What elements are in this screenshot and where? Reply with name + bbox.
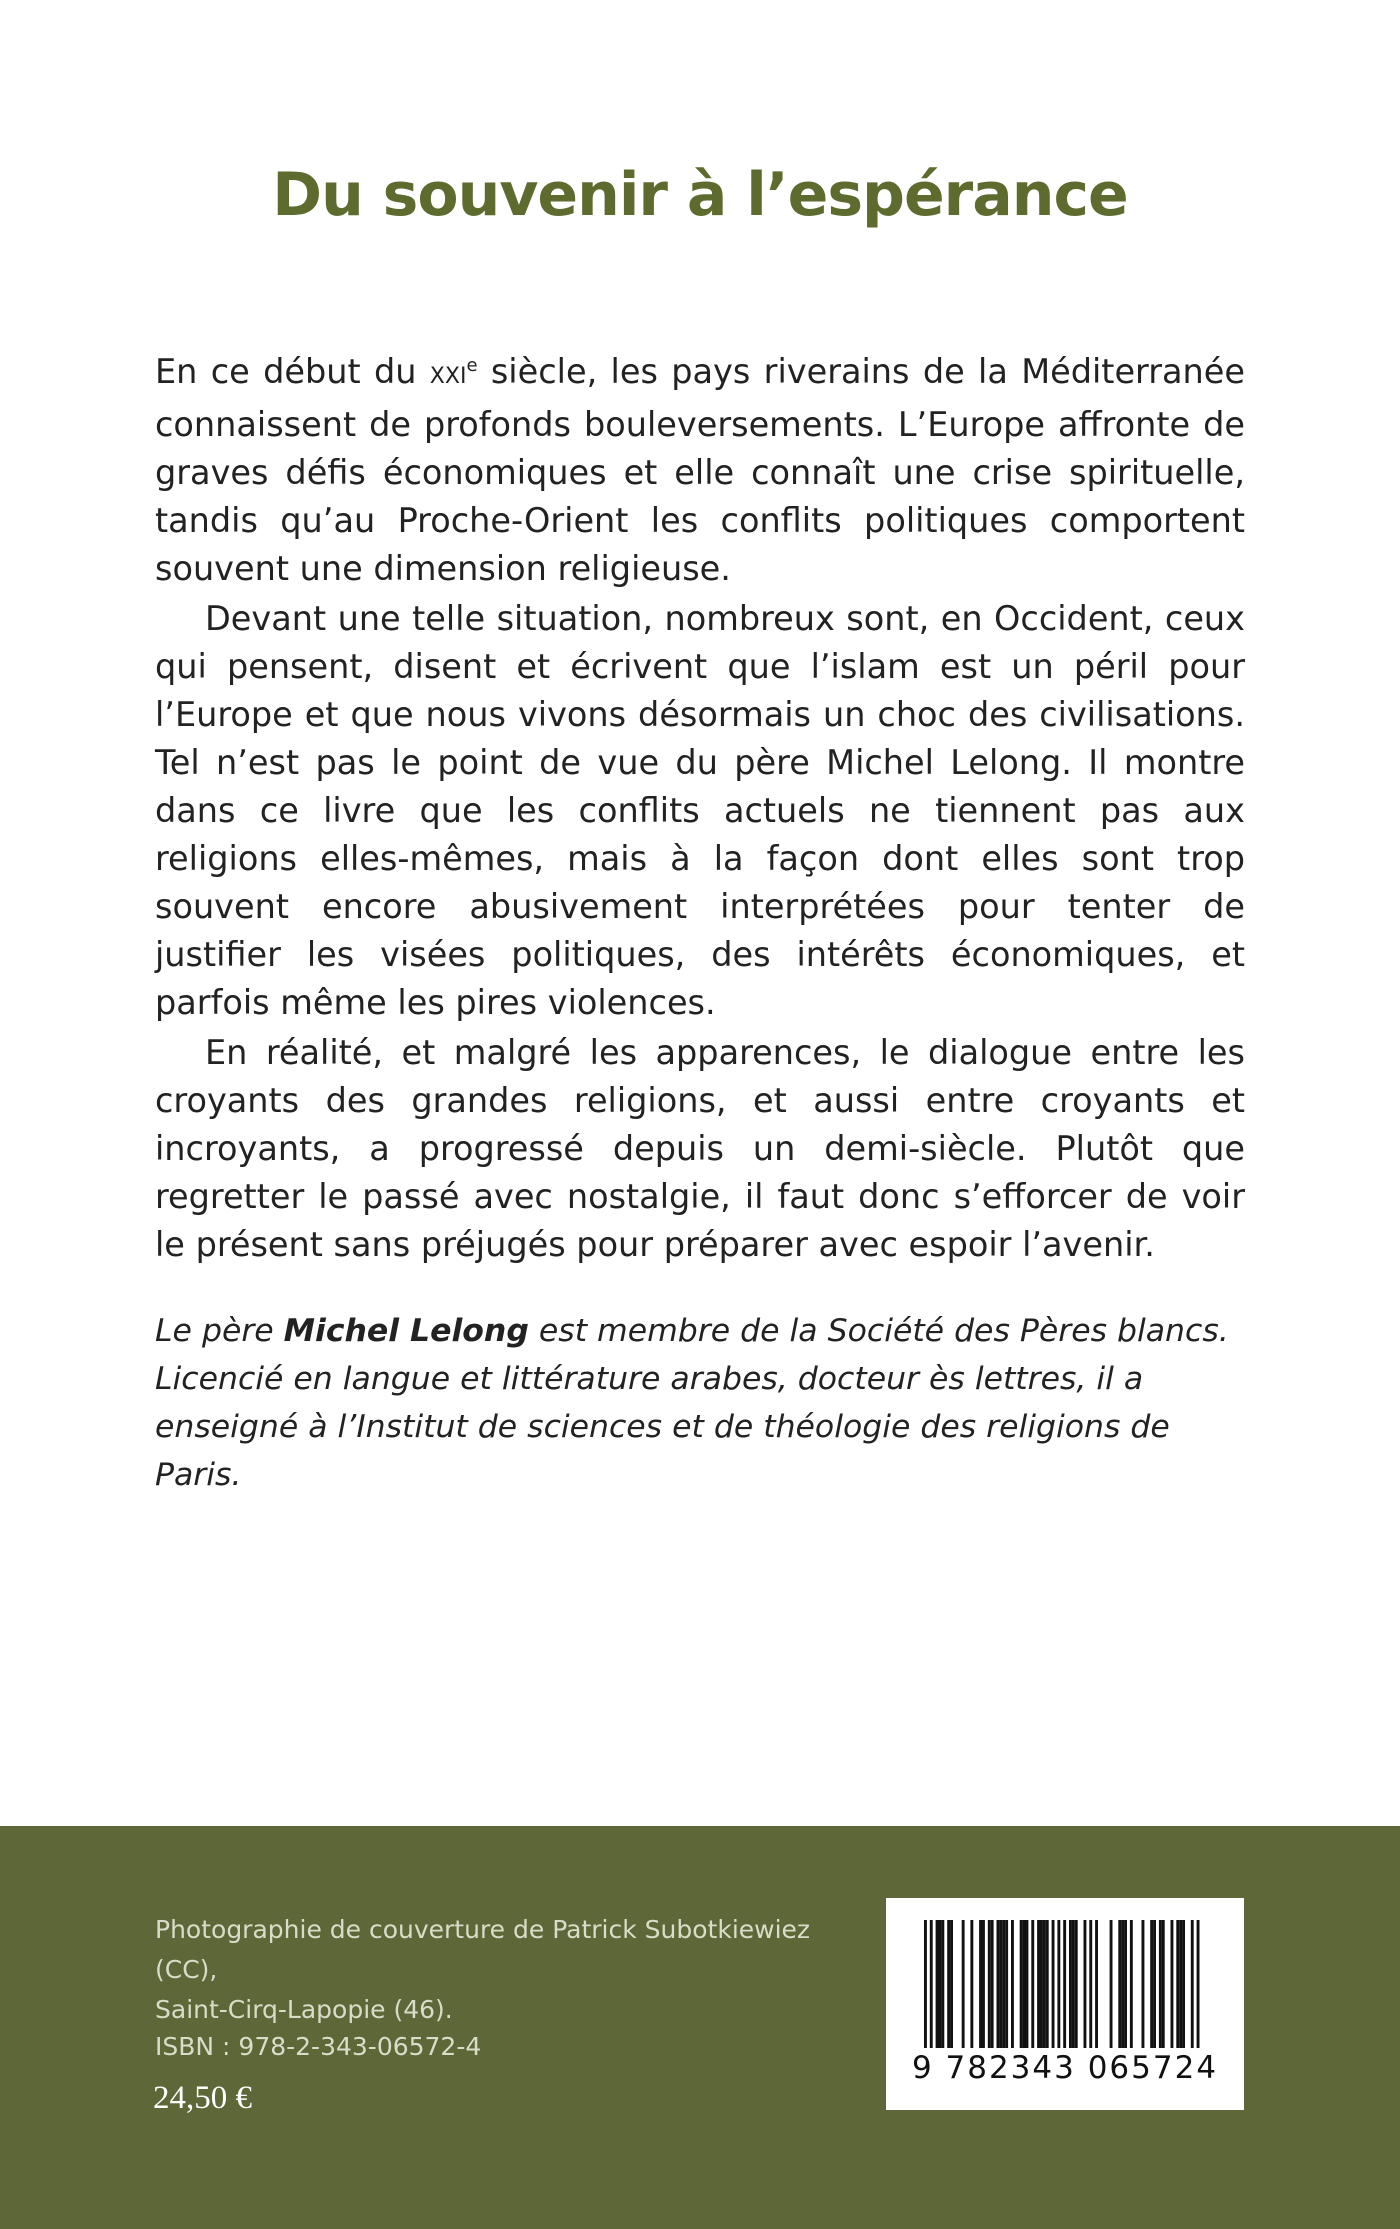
barcode-bar — [936, 1920, 939, 2048]
barcode-bar — [950, 1920, 953, 2048]
barcode-bar — [962, 1920, 965, 2048]
barcode-bar — [1084, 1920, 1087, 2048]
barcode-bar — [979, 1920, 982, 2048]
barcode-bar — [1069, 1920, 1072, 2048]
price-text: 24,50 € — [153, 2080, 252, 2116]
barcode-bar — [1020, 1920, 1023, 2048]
barcode-bar — [1057, 1920, 1060, 2048]
barcode-bar — [1159, 1920, 1162, 2048]
barcode-bar — [1142, 1920, 1145, 2048]
barcode-bar — [982, 1920, 985, 2048]
barcode-bar — [1040, 1920, 1043, 2048]
barcode-bar — [999, 1920, 1002, 2048]
barcode-bar — [1072, 1920, 1075, 2048]
blurb-paragraph-2: Devant une telle situation, nombreux sont, en Occident, ceux qui pensent, disent et écrivent que l’islam est un péril pour l’Europe et que nous vivons désormais un choc des civilisations. Tel n’est pas le point de vue du père Michel Lelong. Il montre dans ce livre que les conflits actuels ne tiennent pas aux religions elles-mêmes, mais à la façon dont elles sont trop souvent encore abusivement interprétées pour tenter de justifier les visées politiques, des intérêts économiques, et parfois même les pires violences. — [155, 599, 1245, 1022]
barcode-bar — [1023, 1920, 1026, 2048]
barcode-bar — [930, 1920, 933, 2048]
barcode-bar — [1002, 1920, 1005, 2048]
book-title: Du souvenir à l’espérance — [272, 160, 1128, 230]
barcode-bar — [1121, 1920, 1124, 2048]
barcode-bar — [1191, 1920, 1194, 2048]
barcode-bar — [1052, 1920, 1055, 2048]
author-name: Michel Lelong — [283, 1313, 529, 1349]
barcode-bar — [1075, 1920, 1078, 2048]
barcode-bar — [1179, 1920, 1182, 2048]
barcode-bar — [1153, 1920, 1156, 2048]
barcode-bar — [1171, 1920, 1174, 2048]
blurb-paragraph-1: En ce début du XXIe siècle, les pays riverains de la Méditerranée connaissent de profonds bouleversements. L’Europe affronte de graves défis économiques et elle connaît une crise spirituelle, tandis qu’au Proche-Orient les conflits politiques comportent souvent une dimension religieuse. — [155, 352, 1245, 588]
barcode-bar — [947, 1920, 950, 2048]
barcode-bar — [1043, 1920, 1046, 2048]
barcode-bar — [1095, 1920, 1098, 2048]
barcode-bar — [997, 1920, 1000, 2048]
barcode-bar — [991, 1920, 994, 2048]
barcode-bar — [1124, 1920, 1127, 2048]
century-superscript: e — [466, 355, 478, 376]
barcode-bar — [1130, 1920, 1133, 2048]
barcode-bar — [1063, 1920, 1066, 2048]
barcode-bar — [1110, 1920, 1113, 2048]
photo-credit: Photographie de couverture de Patrick Subotkiewiez (CC), Saint-Cirq-Lapopie (46). — [155, 1915, 811, 2024]
barcode-bar — [1031, 1920, 1034, 2048]
barcode — [886, 1898, 1244, 2110]
barcode-bar — [1150, 1920, 1153, 2048]
author-biography: Le père Michel Lelong est membre de la Société des Pères blancs. Licencié en langue et littérature arabes, docteur ès lettres, il a enseigné à l’Institut de sciences et de théologie des religions de Paris. — [155, 1313, 1229, 1493]
barcode-bar — [924, 1920, 927, 2048]
barcode-bar — [1011, 1920, 1014, 2048]
barcode-bar — [941, 1920, 944, 2048]
barcode-bar — [988, 1920, 991, 2048]
barcode-bar — [1197, 1920, 1200, 2048]
barcode-bar — [1005, 1920, 1008, 2048]
blurb-paragraph-3: En réalité, et malgré les apparences, le dialogue entre les croyants des grandes religions, et aussi entre croyants et incroyants, a progressé depuis un demi-siècle. Plutôt que regretter le passé avec nostalgie, il faut donc s’efforcer de voir le présent sans préjugés pour préparer avec espoir l’avenir. — [155, 1033, 1245, 1264]
barcode-bar — [1046, 1920, 1049, 2048]
barcode-bar — [970, 1920, 973, 2048]
barcode-bar — [1162, 1920, 1165, 2048]
barcode-digits: 9 782343 065724 — [911, 2050, 1219, 2086]
back-cover-blurb — [155, 342, 1245, 1271]
century-numeral: XXI — [429, 364, 467, 389]
barcode-bar — [1176, 1920, 1179, 2048]
barcode-bar — [1182, 1920, 1185, 2048]
barcode-bar — [1089, 1920, 1092, 2048]
barcode-bar — [939, 1920, 942, 2048]
isbn-text: ISBN : 978-2-343-06572-4 — [155, 2032, 482, 2061]
barcode-bar — [1118, 1920, 1121, 2048]
barcode-bar — [1037, 1920, 1040, 2048]
barcode-bar — [1026, 1920, 1029, 2048]
